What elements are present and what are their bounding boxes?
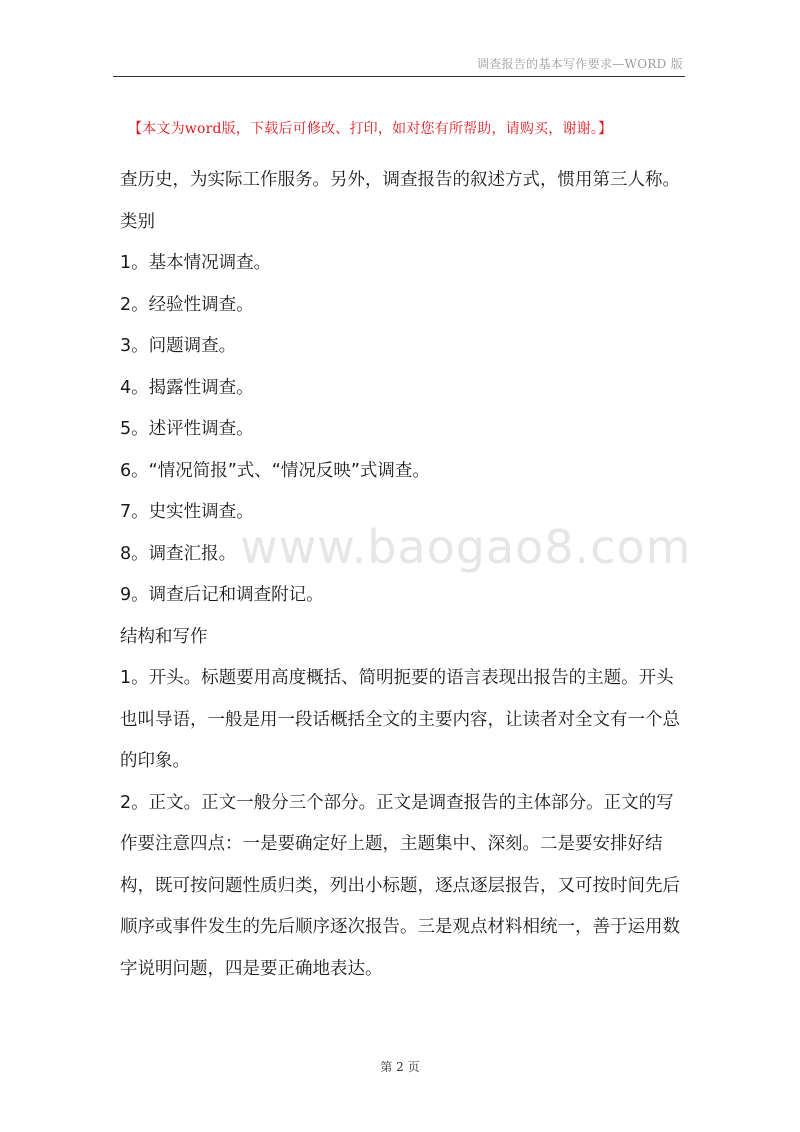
watermark: www.baogao8.com — [240, 520, 692, 574]
page-number: 第 2 页 — [380, 1060, 420, 1074]
purchase-notice: 【本文为word版，下载后可修改、打印，如对您有所帮助，请购买，谢谢。】 — [128, 121, 613, 137]
list-item: 4。揭露性调查。 — [120, 377, 254, 398]
list-item: 3。问题调查。 — [120, 336, 237, 356]
list-item: 2。经验性调查。 — [120, 294, 254, 315]
list-item: 6。“情况简报”式、“情况反映”式调查。 — [120, 460, 430, 481]
paragraph: 2。正文。正文一般分三个部分。正文是调查报告的主体部分。正文的写作要注意四点：一是要确定好上题，主题集中、深刻。二是要安排好结构，既可按问题性质归类，列出小标题，逐点逐层报告，又可按时间先后顺序或事件发生的先后顺序逐次报告。三是观点材料相统一，善于运用数字说明问题，四是要正确地表达。 — [120, 792, 680, 979]
page-header — [113, 52, 685, 77]
document-body — [120, 160, 688, 990]
paragraph: 查历史，为实际工作服务。另外，调查报告的叙述方式，惯用第三人称。 — [120, 170, 680, 190]
list-item: 7。史实性调查。 — [120, 502, 254, 522]
list-item: 8。调查汇报。 — [120, 543, 237, 564]
header-title: 调查报告的基本写作要求—WORD 版 — [476, 57, 683, 71]
section-heading-categories: 类别 — [120, 211, 155, 232]
paragraph: 1。开头。标题要用高度概括、简明扼要的语言表现出报告的主题。开头也叫导语，一般是用一段话概括全文的主要内容，让读者对全文有一个总的印象。 — [120, 668, 680, 771]
list-item: 1。基本情况调查。 — [120, 253, 272, 273]
list-item: 9。调查后记和调查附记。 — [120, 585, 324, 605]
section-heading-structure: 结构和写作 — [120, 626, 208, 647]
list-item: 5。述评性调查。 — [120, 419, 254, 439]
